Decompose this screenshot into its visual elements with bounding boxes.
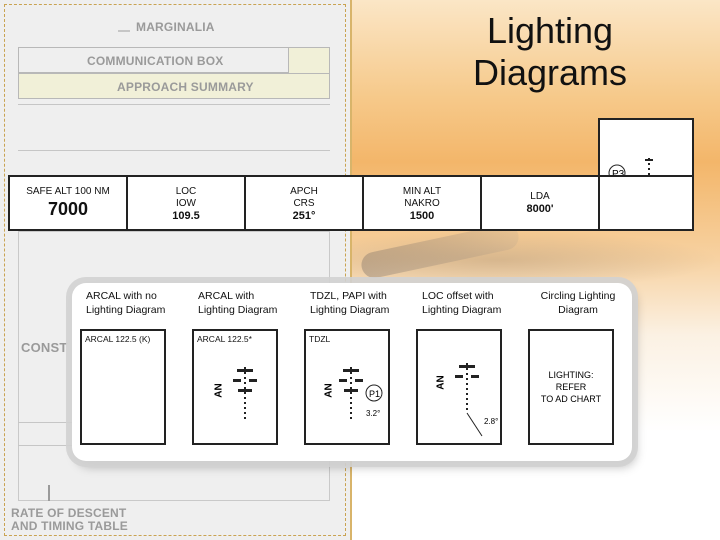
lda-label: LDA bbox=[530, 191, 550, 202]
approach-summary-box bbox=[18, 73, 330, 99]
crs-value: 251° bbox=[292, 210, 316, 222]
approach-lights-icon bbox=[230, 365, 260, 425]
arcal-with-diagram-panel bbox=[192, 329, 278, 445]
approach-summary-label: APPROACH SUMMARY bbox=[117, 80, 254, 94]
column-title bbox=[528, 283, 628, 329]
circling-note bbox=[530, 369, 612, 405]
circling-diagram-column bbox=[528, 283, 628, 404]
column-title-line1: TDZL, PAPI with bbox=[310, 290, 387, 302]
column-title-line2: Lighting Diagram bbox=[422, 304, 502, 316]
column-title bbox=[80, 283, 180, 329]
loc-ident: IOW bbox=[176, 198, 196, 209]
arcal-with-diagram-column bbox=[192, 283, 292, 398]
loc-offset-panel bbox=[416, 329, 502, 445]
page-title-line1: Lighting bbox=[486, 10, 614, 51]
column-title-line2: Lighting Diagram bbox=[198, 304, 278, 316]
safe-alt-label: SAFE ALT 100 NM bbox=[26, 186, 110, 197]
marginalia-arrow bbox=[118, 30, 130, 32]
tdzl-papi-column bbox=[304, 283, 404, 418]
rate-table-label-line1: RATE OF DESCENT bbox=[11, 506, 127, 520]
circling-note-line2: REFER bbox=[555, 382, 587, 392]
communication-box bbox=[18, 47, 290, 73]
rate-table-arrow bbox=[48, 485, 50, 501]
an-label: AN bbox=[435, 375, 447, 390]
divider bbox=[18, 104, 330, 105]
offset-angle: 2.8° bbox=[484, 417, 499, 426]
safe-alt-cell bbox=[10, 177, 128, 229]
page-title bbox=[440, 10, 660, 94]
glide-angle: 3.2° bbox=[366, 409, 381, 418]
tdzl-papi-panel bbox=[304, 329, 390, 445]
arcal-no-diagram-column bbox=[80, 283, 180, 344]
an-label: AN bbox=[323, 383, 335, 398]
circling-diagram-panel bbox=[528, 329, 614, 445]
divider bbox=[18, 445, 80, 446]
column-title-line2: Lighting Diagram bbox=[86, 304, 166, 316]
column-title-line1: ARCAL with bbox=[198, 290, 255, 302]
divider bbox=[18, 422, 80, 423]
safe-alt-value: 7000 bbox=[47, 199, 89, 219]
communication-box-label: COMMUNICATION BOX bbox=[87, 54, 224, 68]
loc-offset-column bbox=[416, 283, 516, 426]
panel-text: ARCAL 122.5 (K) bbox=[85, 334, 151, 344]
min-alt-fix: NAKRO bbox=[404, 198, 440, 209]
min-alt-label: MIN ALT bbox=[402, 186, 442, 197]
divider bbox=[18, 150, 330, 151]
papi-label: P1 bbox=[369, 389, 381, 399]
loc-cell bbox=[128, 177, 246, 229]
column-title-line2: Lighting Diagram bbox=[310, 304, 390, 316]
panel-text: ARCAL 122.5* bbox=[197, 334, 252, 344]
an-label: AN bbox=[213, 383, 225, 398]
loc-label: LOC bbox=[175, 186, 197, 197]
arcal-no-diagram-panel bbox=[80, 329, 166, 445]
constraints-label: CONST bbox=[21, 340, 68, 355]
offset-lights-icon bbox=[452, 361, 502, 441]
column-title-line2: Diagram bbox=[558, 304, 598, 316]
page-title-line2: Diagrams bbox=[472, 52, 628, 93]
apch-label: APCH bbox=[290, 186, 318, 197]
column-title-line1: Circling Lighting bbox=[540, 290, 616, 302]
approach-course-cell bbox=[246, 177, 364, 229]
strip-end-cell bbox=[600, 177, 692, 229]
min-alt-value: 1500 bbox=[409, 210, 435, 222]
lighting-diagram-callout bbox=[72, 283, 632, 461]
crs-label: CRS bbox=[293, 198, 315, 209]
rate-table-label-line2: AND TIMING TABLE bbox=[11, 519, 128, 533]
column-title-line1: ARCAL with no bbox=[86, 290, 157, 302]
lda-cell bbox=[482, 177, 600, 229]
column-title bbox=[416, 283, 516, 329]
marginalia-label: MARGINALIA bbox=[136, 20, 215, 34]
column-title-line1: LOC offset with bbox=[422, 290, 494, 302]
column-title bbox=[304, 283, 404, 329]
min-alt-cell bbox=[364, 177, 482, 229]
lda-value: 8000' bbox=[526, 203, 554, 215]
column-title bbox=[192, 283, 292, 329]
approach-header-strip bbox=[8, 175, 694, 231]
panel-text: TDZL bbox=[309, 334, 331, 344]
circling-note-line1: LIGHTING: bbox=[548, 370, 594, 380]
loc-frequency: 109.5 bbox=[172, 210, 200, 222]
circling-note-line3: TO AD CHART bbox=[540, 394, 602, 404]
